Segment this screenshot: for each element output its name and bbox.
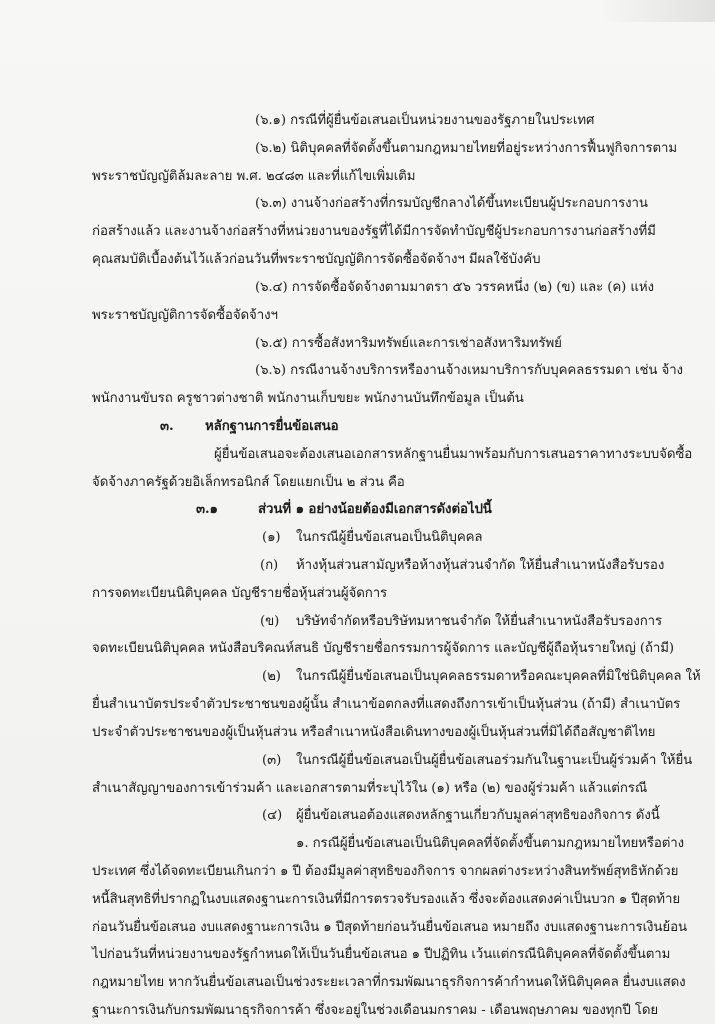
clause-6-3-line-3: คุณสมบัติเบื้องต้นไว้แล้วก่อนวันที่พระราชบัญญัติการจัดซื้อจัดจ้างฯ มีผลใช้บังคับ xyxy=(92,252,541,268)
item-1-a-line-1: ห้างหุ้นส่วนสามัญหรือห้างหุ้นส่วนจำกัด ให้ยื่นสำเนาหนังสือรับรอง xyxy=(296,558,665,573)
section-3-1-number: ๓.๑ xyxy=(196,502,218,518)
item-2-line-2: ยื่นสำเนาบัตรประจำตัวประชาชนของผู้นั้น สำเนาข้อตกลงที่แสดงถึงการเข้าเป็นหุ้นส่วน (ถ้ามี) สำเนาบัตร xyxy=(92,697,681,713)
item-1-a-marker: (ก) xyxy=(260,558,279,573)
item-1-marker: (๑) xyxy=(262,530,281,546)
item-4-subitem-1-line-1: ๑. กรณีผู้ยื่นข้อเสนอเป็นนิติบุคคลที่จัดตั้งขึ้นตามกฎหมายไทยหรือต่าง xyxy=(296,836,685,852)
item-3-marker: (๓) xyxy=(262,752,282,768)
item-2-line-1: ในกรณีผู้ยื่นข้อเสนอเป็นบุคคลธรรมดาหรือคณะบุคคลที่มิใช่นิติบุคคล ให้ xyxy=(296,669,701,685)
section-3-heading: หลักฐานการยื่นข้อเสนอ xyxy=(205,418,339,434)
item-1-b-marker: (ข) xyxy=(260,613,280,629)
item-4-subitem-1-line-5: ไปก่อนวันที่หน่วยงานของรัฐกำหนดให้เป็นวันยื่นข้อเสนอ ๑ ปีปฏิทิน เว้นแต่กรณีนิติบุคคลที่จัดตั้งขึ้นตาม xyxy=(92,947,671,963)
clause-6-3-line-2: ก่อสร้างแล้ว และงานจ้างก่อสร้างที่หน่วยงานของรัฐที่ได้มีการจัดทำบัญชีผู้ประกอบการงานก่อสร้างที่มี xyxy=(92,224,656,240)
item-4-subitem-1-line-6: กฎหมายไทย หากวันยื่นข้อเสนอเป็นช่วงระยะเวลาที่กรมพัฒนาธุรกิจการค้ากำหนดให้นิติบุคคล ยื่นงบแสดง xyxy=(92,975,686,991)
item-1-a-line-2: การจดทะเบียนนิติบุคคล บัญชีรายชื่อหุ้นส่วนผู้จัดการ xyxy=(92,585,388,601)
clause-6-1: (๖.๑) กรณีที่ผู้ยื่นข้อเสนอเป็นหน่วยงานของรัฐภายในประเทศ xyxy=(255,113,595,128)
section-3-number: ๓. xyxy=(160,418,174,434)
clause-6-4-line-1: (๖.๔) การจัดซื้อจัดจ้างตามมาตรา ๕๖ วรรคหนึ่ง (๒) (ข) และ (ค) แห่ง xyxy=(255,279,654,295)
item-2-line-3: ประจำตัวประชาชนของผู้เป็นหุ้นส่วน หรือสำเนาหนังสือเดินทางของผู้เป็นหุ้นส่วนที่มิได้ถือสัญชาติไทย xyxy=(92,724,656,740)
scan-edge-shadow xyxy=(600,0,715,22)
clause-6-6-line-1: (๖.๖) กรณีงานจ้างบริการหรืองานจ้างเหมาบริการกับบุคคลธรรมดา เช่น จ้าง xyxy=(255,363,683,379)
clause-6-6-line-2: พนักงานขับรถ ครูชาวต่างชาติ พนักงานเก็บขยะ พนักงานบันทึกข้อมูล เป็นต้น xyxy=(92,391,524,407)
section-3-1-heading: ส่วนที่ ๑ อย่างน้อยต้องมีเอกสารดังต่อไปนี้ xyxy=(258,502,492,518)
item-4-heading: ผู้ยื่นข้อเสนอต้องแสดงหลักฐานเกี่ยวกับมูลค่าสุทธิของกิจการ ดังนี้ xyxy=(296,808,660,824)
item-3-line-1: ในกรณีผู้ยื่นข้อเสนอเป็นผู้ยื่นข้อเสนอร่วมกันในฐานะเป็นผู้ร่วมค้า ให้ยื่น xyxy=(296,752,693,768)
item-1-heading: ในกรณีผู้ยื่นข้อเสนอเป็นนิติบุคคล xyxy=(296,530,483,546)
clause-6-4-line-2: พระราชบัญญัติการจัดซื้อจัดจ้างฯ xyxy=(92,307,278,323)
item-4-subitem-1-line-4: ก่อนวันยื่นข้อเสนอ งบแสดงฐานะการเงิน ๑ ปีสุดท้ายก่อนวันยื่นข้อเสนอ หมายถึง งบแสดงฐานะการเงินย้อน xyxy=(92,919,687,935)
section-3-intro-line-1: ผู้ยื่นข้อเสนอจะต้องเสนอเอกสารหลักฐานยื่นมาพร้อมกับการเสนอราคาทางระบบจัดซื้อ xyxy=(214,446,693,462)
item-1-b-line-1: บริษัทจำกัดหรือบริษัทมหาชนจำกัด ให้ยื่นสำเนาหนังสือรับรองการ xyxy=(296,613,663,629)
item-4-marker: (๔) xyxy=(262,808,283,824)
clause-6-2-line-1: (๖.๒) นิติบุคคลที่จัดตั้งขึ้นตามกฎหมายไทยที่อยู่ระหว่างการฟื้นฟูกิจการตาม xyxy=(255,140,678,156)
item-2-marker: (๒) xyxy=(262,669,281,685)
item-4-subitem-1-line-7: ฐานะการเงินกับกรมพัฒนาธุรกิจการค้า ซึ่งจะอยู่ในช่วงเดือนมกราคม - เดือนพฤษภาคม ของทุกปี โดย xyxy=(92,1003,659,1018)
clause-6-3-line-1: (๖.๓) งานจ้างก่อสร้างที่กรมบัญชีกลางได้ขึ้นทะเบียนผู้ประกอบการงาน xyxy=(255,196,648,212)
item-4-subitem-1-line-2: ประเทศ ซึ่งได้จดทะเบียนเกินกว่า ๑ ปี ต้องมีมูลค่าสุทธิของกิจการ จากผลต่างระหว่างสินทรัพย์สุทธิหักด้วย xyxy=(92,863,679,879)
clause-6-2-line-2: พระราชบัญญัติล้มละลาย พ.ศ. ๒๔๘๓ และที่แก้ไขเพิ่มเติม xyxy=(92,168,416,184)
item-1-b-line-2: จดทะเบียนนิติบุคคล หนังสือบริคณห์สนธิ บัญชีรายชื่อกรรมการผู้จัดการ และบัญชีผู้ถือหุ้นรายใหญ่ (ถ้ามี) xyxy=(92,641,674,657)
item-4-subitem-1-line-3: หนี้สินสุทธิที่ปรากฏในงบแสดงฐานะการเงินที่มีการตรวจรับรองแล้ว ซึ่งจะต้องแสดงค่าเป็นบวก ๑ ปีสุดท้าย xyxy=(92,891,681,907)
section-3-intro-line-2: จัดจ้างภาครัฐด้วยอิเล็กทรอนิกส์ โดยแยกเป็น ๒ ส่วน คือ xyxy=(92,474,405,490)
clause-6-5: (๖.๕) การซื้อสังหาริมทรัพย์และการเช่าอสังหาริมทรัพย์ xyxy=(255,335,562,351)
item-3-line-2: สำเนาสัญญาของการเข้าร่วมค้า และเอกสารตามที่ระบุไว้ใน (๑) หรือ (๒) ของผู้ร่วมค้า แล้วแต่กรณี xyxy=(92,780,648,796)
